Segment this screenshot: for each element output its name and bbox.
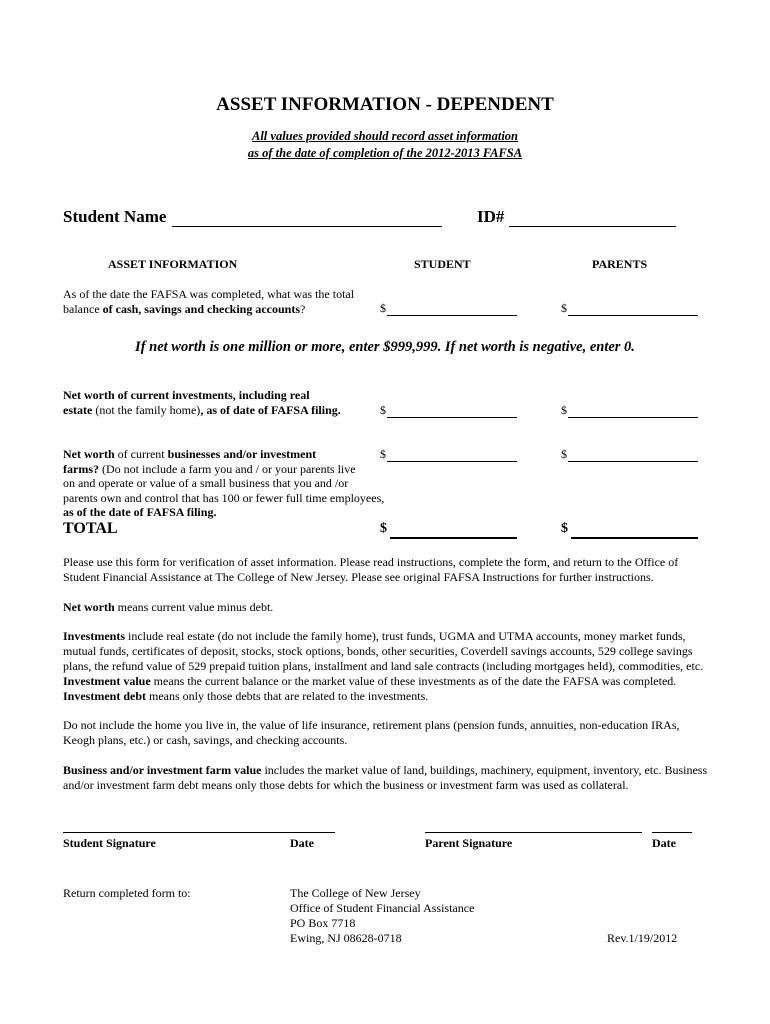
student-name-label: Student Name [63, 207, 167, 226]
form-title: ASSET INFORMATION - DEPENDENT [216, 94, 554, 115]
net-worth-note: If net worth is one million or more, enter $999,999. If net worth is negative, enter 0. [135, 339, 635, 355]
investment-debt-term: Investment debt [63, 689, 146, 703]
business-question-line3: on and operate or value of a small business that you and /or [63, 476, 349, 490]
business-text: of current [114, 447, 168, 461]
investment-debt-text: means only those debts that are related to the investments. [146, 689, 429, 703]
student-total-field[interactable] [390, 521, 517, 539]
return-address [290, 886, 474, 946]
business-text-bold-2: businesses and/or investment [167, 447, 317, 461]
address-line3: PO Box 7718 [290, 916, 356, 930]
parent-investments-field[interactable] [568, 403, 698, 418]
form-subtitle-line1: All values provided should record asset information [252, 129, 518, 143]
investments-question-line2 [63, 403, 383, 418]
business-question-line1 [63, 447, 408, 462]
parent-cash-dollar: $ [561, 301, 567, 315]
business-text: includes the market value of land, buildings, machinery, equipment, inventory, etc. Business and/or investment farm debt means only those debts for which the business or investment farm was used as collateral. [63, 763, 708, 792]
student-signature-label: Student Signature [63, 836, 156, 850]
investments-term: Investments [63, 629, 125, 643]
parent-investments-dollar: $ [561, 403, 567, 417]
business-term: Business and/or investment farm value [63, 763, 262, 777]
revision-date: Rev.1/19/2012 [607, 931, 678, 945]
cash-text: balance [63, 302, 103, 316]
business-question [63, 447, 408, 520]
parent-date-line[interactable] [652, 832, 692, 833]
cash-question [63, 287, 383, 317]
investments-definition [63, 629, 713, 704]
business-question-line4: parents own and control that has 100 or fewer full time employees, [63, 490, 385, 505]
student-business-dollar: $ [380, 447, 386, 461]
student-name-field[interactable] [172, 207, 442, 227]
parent-total-dollar: $ [561, 521, 568, 536]
cash-text-end: ? [300, 302, 306, 316]
investments-text: include real estate (do not include the family home), trust funds, UGMA and UTMA accounts, money market funds, mutual funds, certificates of deposit, stocks, stock options, bonds, other securities, Coverdell savings accounts, 529 college savings plans, the refund value of 529 prepaid tuition plans, installment and land sale contracts (including mortgages held), commodities, etc. [63, 629, 704, 673]
investments-text: (not the family home) [92, 403, 201, 417]
student-cash-field[interactable] [387, 301, 517, 316]
cash-question-line2 [63, 302, 383, 317]
col-header-asset-information: ASSET INFORMATION [108, 257, 238, 271]
cash-question-line1: As of the date the FAFSA was completed, what was the total [63, 287, 355, 301]
col-header-student: STUDENT [414, 257, 471, 271]
form-subtitle-line2: as of the date of completion of the 2012-2013 FAFSA [247, 146, 523, 160]
student-business-field[interactable] [387, 447, 517, 462]
address-line2: Office of Student Financial Assistance [290, 901, 475, 915]
investments-text-bold: estate [63, 403, 93, 417]
address-line4: Ewing, NJ 08628-0718 [290, 931, 402, 945]
parent-cash-field[interactable] [568, 301, 698, 316]
col-header-parents: PARENTS [592, 257, 648, 271]
business-question-line5: as of the date of FAFSA filing. [63, 505, 217, 519]
parent-date-label: Date [652, 836, 676, 850]
total-label: TOTAL [63, 520, 118, 537]
investments-question [63, 388, 383, 418]
exclusions-paragraph: Do not include the home you live in, the value of life insurance, retirement plans (pension funds, annuities, non-education IRAs, Keogh plans, etc.) or cash, savings, and checking accounts. [63, 718, 680, 747]
address-line1: The College of New Jersey [290, 886, 421, 900]
business-farms-bold: farms? [63, 461, 99, 476]
parent-signature-line[interactable] [425, 832, 642, 833]
net-worth-term: Net worth [63, 600, 115, 614]
investments-question-line1: Net worth of current investments, including real [63, 388, 310, 402]
business-text-bold: Net worth [63, 447, 115, 461]
net-worth-definition [63, 600, 713, 615]
student-id-label: ID# [477, 207, 505, 226]
student-cash-dollar: $ [380, 301, 386, 315]
student-total-dollar: $ [380, 521, 387, 536]
student-id-field[interactable] [509, 207, 676, 227]
student-date-label: Date [290, 836, 314, 850]
student-investments-field[interactable] [387, 403, 517, 418]
business-definition [63, 763, 713, 793]
net-worth-text: means current value minus debt. [114, 600, 274, 614]
student-investments-dollar: $ [380, 403, 386, 417]
investment-value-term: Investment value [63, 674, 151, 688]
business-farms-text: (Do not include a farm you and / or your parents live [99, 461, 356, 476]
investments-text-bold-end: , as of date of FAFSA filing. [200, 403, 341, 417]
parent-business-field[interactable] [568, 447, 698, 462]
parent-business-dollar: $ [561, 447, 567, 461]
business-question-line2 [63, 462, 408, 477]
investment-value-text: means the current balance or the market value of these investments as of the date the FAFSA was completed. [150, 674, 677, 688]
return-label: Return completed form to: [63, 886, 191, 900]
parent-total-field[interactable] [571, 521, 698, 539]
parent-signature-label: Parent Signature [425, 836, 513, 850]
cash-text-bold: of cash, savings and checking accounts [102, 302, 301, 316]
instructions-paragraph: Please use this form for verification of asset information. Please read instructions, complete the form, and return to the Office of Student Financial Assistance at The College of New Jersey. Please see original FAFSA Instructions for further instructions. [63, 555, 679, 584]
student-signature-line[interactable] [63, 832, 335, 833]
